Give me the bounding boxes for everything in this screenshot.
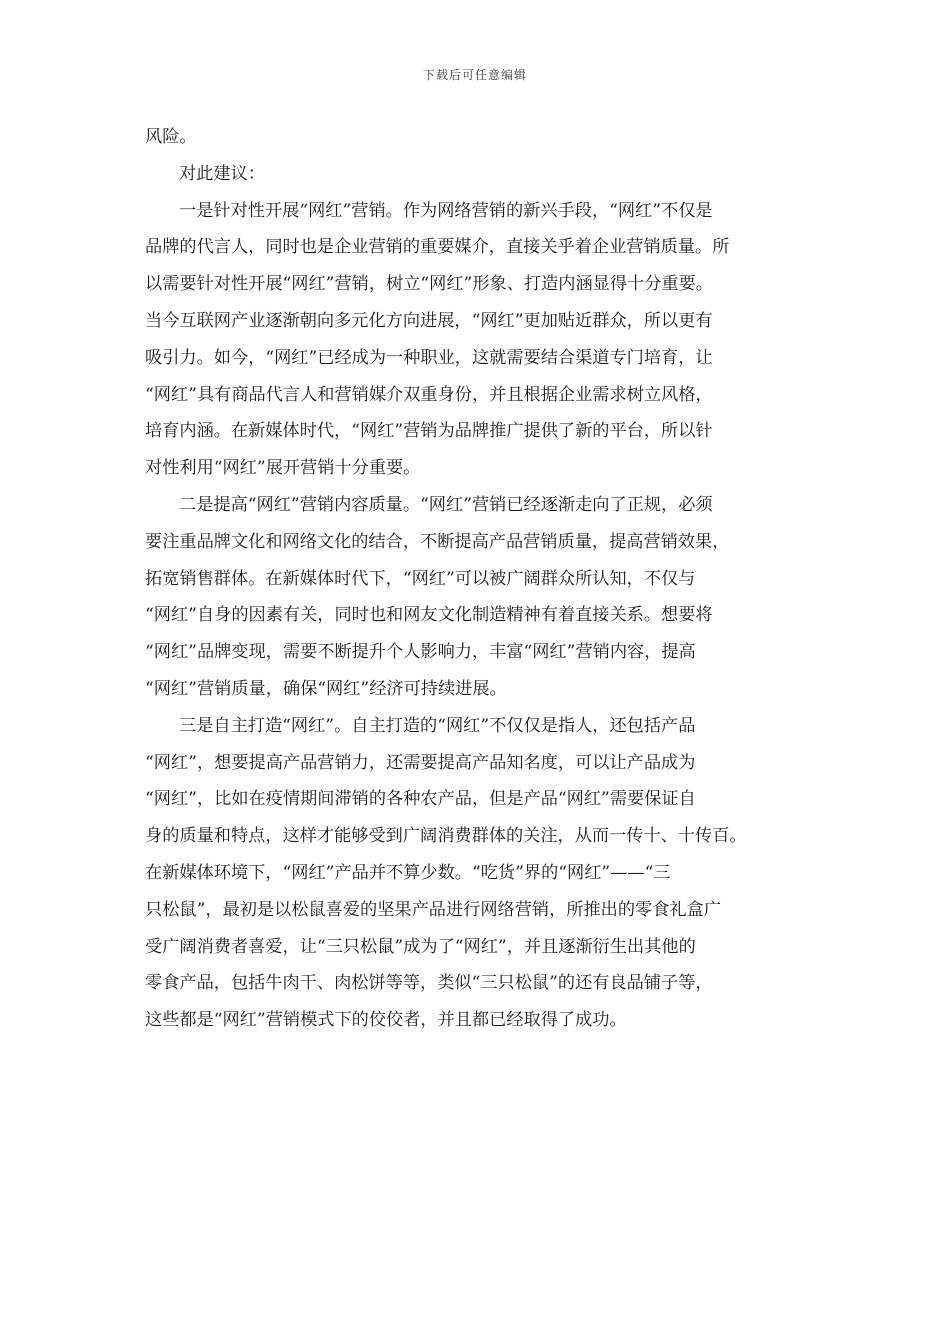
text-line: 这些都是“网红”营销模式下的佼佼者，并且都已经取得了成功。 (145, 1010, 627, 1031)
text-line: “网红”自身的因素有关，同时也和网友文化制造精神有着直接关系。想要将 (145, 605, 713, 626)
text-line: “网红”品牌变现，需要不断提升个人影响力，丰富“网红”营销内容，提高 (145, 642, 696, 663)
text-line: “网红”具有商品代言人和营销媒介双重身份，并且根据企业需求树立风格， (145, 384, 713, 405)
text-line: 只松鼠”，最初是以松鼠喜爱的坚果产品进行网络营销，所推出的零食礼盒广 (145, 899, 721, 920)
text-line: 三是自主打造“网红”。自主打造的“网红”不仅仅是指人，还包括产品 (179, 715, 696, 736)
text-line: 品牌的代言人，同时也是企业营销的重要媒介，直接关乎着企业营销质量。所 (145, 237, 730, 258)
document-body (145, 119, 825, 1039)
page-header-note: 下载后可任意编辑 (422, 68, 527, 82)
text-line: 对性利用“网红”展开营销十分重要。 (145, 458, 421, 479)
text-line: “网红”营销质量，确保“网红”经济可持续进展。 (145, 678, 507, 699)
text-line: 受广阔消费者喜爱，让“三只松鼠”成为了“网红”，并且逐渐衍生出其他的 (145, 936, 696, 957)
text-line: “网红”，想要提高产品营销力，还需要提高产品知名度，可以让产品成为 (145, 752, 696, 773)
text-line: 吸引力。如今，“网红”已经成为一种职业，这就需要结合渠道专门培育，让 (145, 347, 713, 368)
text-line: 一是针对性开展“网红”营销。作为网络营销的新兴手段，“网红”不仅是 (179, 200, 713, 221)
text-line: 风险。 (145, 127, 197, 147)
text-line: 拓宽销售群体。在新媒体时代下，“网红”可以被广阔群众所认知，不仅与 (145, 568, 696, 589)
text-line: 在新媒体环境下，“网红”产品并不算少数。“吃货”界的“网红”——“三 (145, 862, 671, 883)
text-line: 对此建议： (179, 163, 265, 184)
text-line: 身的质量和特点，这样才能够受到广阔消费群体的关注，从而一传十、十传百。 (145, 826, 747, 847)
text-line: “网红”，比如在疫情期间滞销的各种农产品，但是产品“网红”需要保证自 (145, 789, 696, 810)
text-line: 当今互联网产业逐渐朝向多元化方向进展，“网红”更加贴近群众，所以更有 (145, 310, 713, 331)
text-line: 零食产品，包括牛肉干、肉松饼等等，类似“三只松鼠”的还有良品铺子等， (145, 973, 713, 994)
text-line: 培育内涵。在新媒体时代，“网红”营销为品牌推广提供了新的平台，所以针 (145, 421, 713, 442)
text-line: 以需要针对性开展“网红”营销，树立“网红”形象、打造内涵显得十分重要。 (145, 274, 713, 295)
text-line: 二是提高“网红”营销内容质量。“网红”营销已经逐渐走向了正规，必须 (179, 494, 713, 515)
text-line: 要注重品牌文化和网络文化的结合，不断提高产品营销质量，提高营销效果， (145, 531, 730, 552)
